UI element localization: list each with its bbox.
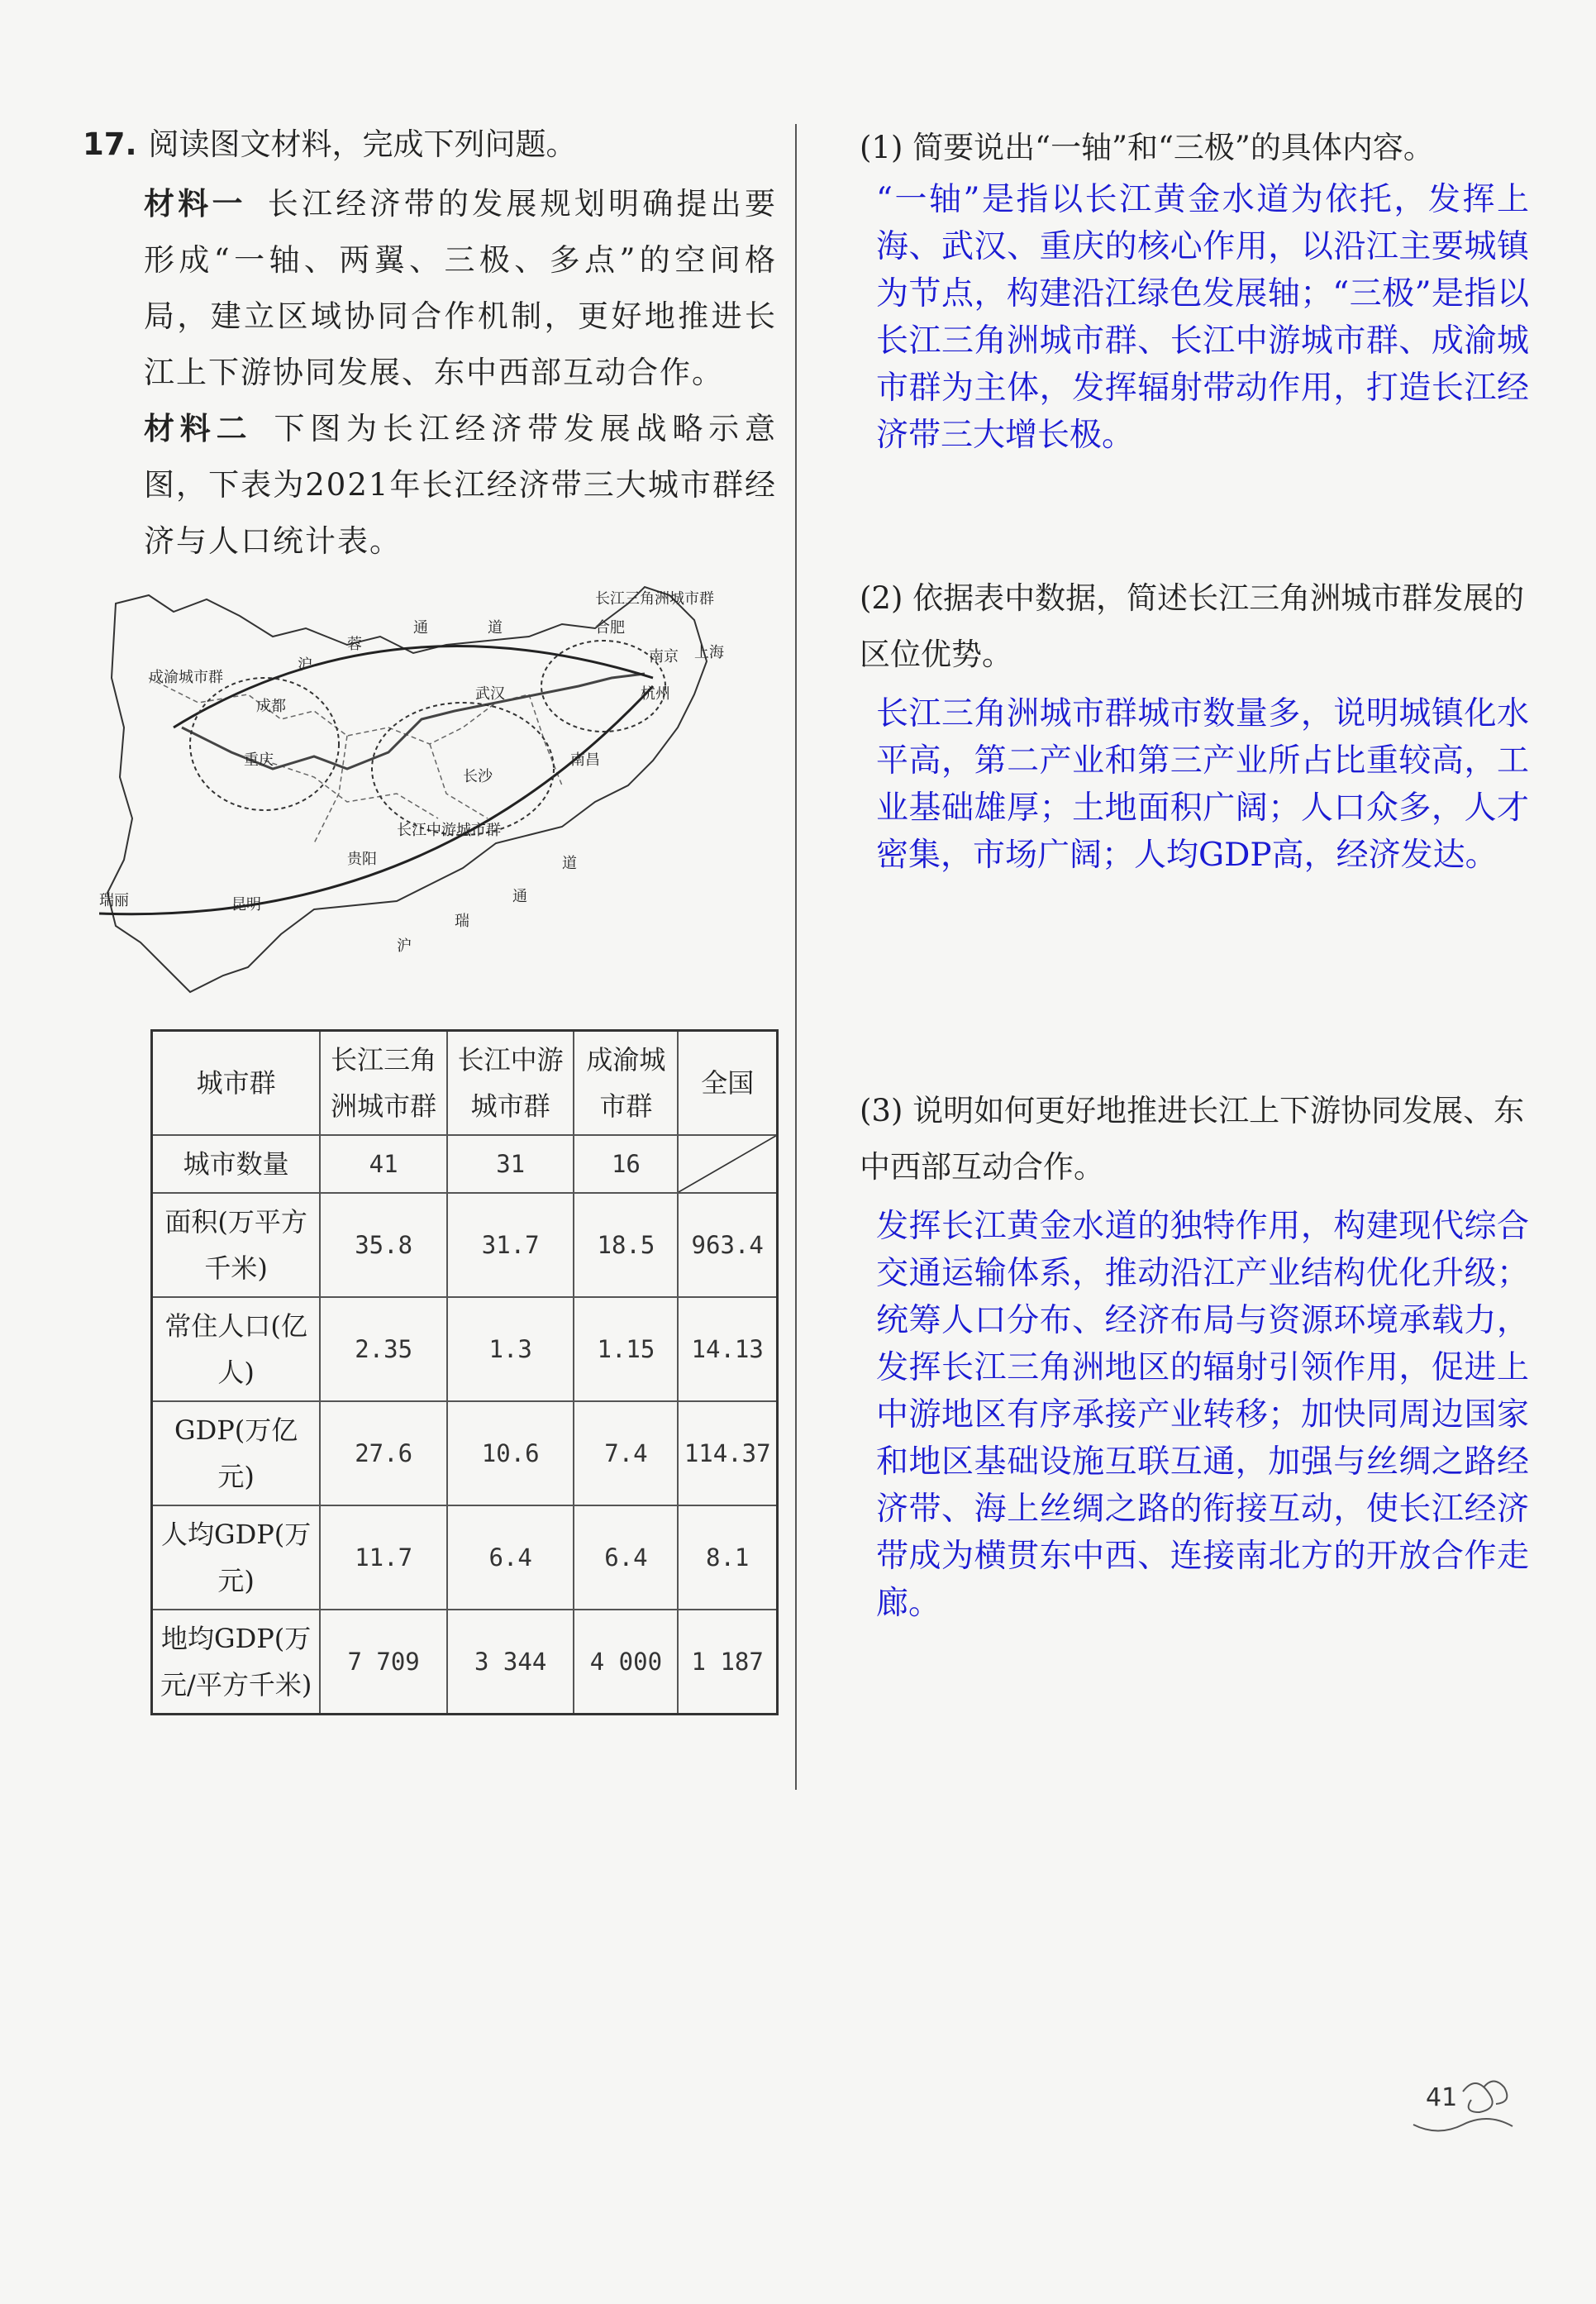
table-row (152, 1401, 778, 1505)
table-cell: 114.37 (678, 1401, 777, 1505)
question-prompt: 阅读图文材料，完成下列问题。 (148, 126, 577, 162)
road-1-a: 沪 (298, 656, 312, 674)
table-cell: 7 709 (320, 1610, 447, 1715)
city-kunming: 昆明 (231, 896, 261, 913)
label-chengyu: 成渝城市群 (149, 669, 223, 686)
road-1-b: 蓉 (347, 636, 362, 653)
row-label: 城市数量 (152, 1135, 321, 1193)
table-cell: 35.8 (320, 1193, 447, 1297)
table-row (152, 1505, 778, 1610)
city-wuhan: 武汉 (475, 685, 505, 703)
subquestion-2-label: (2) (860, 580, 903, 616)
cloud-ornament-icon (1405, 2067, 1521, 2141)
table-header-cell: 城市群 (152, 1031, 321, 1136)
table-cell: 31.7 (447, 1193, 574, 1297)
material-one-label: 材料一 (144, 186, 246, 222)
table-cell: 963.4 (678, 1193, 777, 1297)
road-1-d: 道 (488, 619, 503, 637)
table-cell: 6.4 (447, 1505, 574, 1610)
table-cell: 18.5 (574, 1193, 678, 1297)
material-one-text: 长江经济带的发展规划明确提出要形成“一轴、两翼、三极、多点”的空间格局，建立区域协同合作机制，更好地推进长江上下游协同发展、东中西部互动合作。 (144, 186, 778, 390)
row-label: 地均GDP(万元/平方千米) (152, 1610, 321, 1715)
table-row (152, 1297, 778, 1401)
table-cell: 6.4 (574, 1505, 678, 1610)
material-two (144, 401, 777, 570)
subquestion-1-text: 简要说出“一轴”和“三极”的具体内容。 (912, 130, 1434, 165)
question-number: 17. (83, 126, 137, 162)
table-cell: 4 000 (574, 1610, 678, 1715)
city-hefei: 合肥 (595, 619, 625, 637)
table-cell: 3 344 (447, 1610, 574, 1715)
page-number: 41 (1426, 2083, 1458, 2112)
label-yrd: 长江三角洲城市群 (595, 590, 714, 608)
table-cell: 41 (320, 1135, 447, 1193)
table-cell: 1 187 (678, 1610, 777, 1715)
question-header (83, 120, 777, 169)
row-label: GDP(万亿元) (152, 1401, 321, 1505)
row-label: 面积(万平方千米) (152, 1193, 321, 1297)
city-changsha: 长沙 (463, 768, 493, 785)
subquestion-3-text: 说明如何更好地推进长江上下游协同发展、东中西部互动合作。 (860, 1093, 1525, 1185)
city-nanjing: 南京 (649, 648, 679, 665)
table-row (152, 1135, 778, 1193)
table-header-cell: 长江中游城市群 (447, 1031, 574, 1136)
table-cell-empty (678, 1135, 777, 1193)
column-divider (795, 124, 797, 1790)
label-mid: 长江中游城市群 (397, 822, 501, 839)
road-1-c: 通 (413, 619, 428, 637)
material-one (144, 176, 777, 401)
road-2-a: 沪 (397, 937, 412, 955)
subquestion-2-text: 依据表中数据，简述长江三角洲城市群发展的区位优势。 (860, 580, 1525, 672)
answer-3: 发挥长江黄金水道的独特作用，构建现代综合交通运输体系，推动沿江产业结构优化升级；统筹人口分布、经济布局与资源环境承载力，发挥长江三角洲地区的辐射引领作用，促进上中游地区有序承接产业转移；加快同周边国家和地区基础设施互联互通，加强与丝绸之路经济带、海上丝绸之路的衔接互动，使长江经济带成为横贯东中西、连接南北方的开放合作走廊。 (876, 1208, 1529, 1622)
answer-1: “一轴”是指以长江黄金水道为依托，发挥上海、武汉、重庆的核心作用，以沿江主要城镇为节点，构建沿江绿色发展轴；“三极”是指以长江三角洲城市群、长江中游城市群、成渝城市群为主体，发挥辐射带动作用，打造长江经济带三大增长极。 (876, 181, 1529, 454)
table-cell: 1.3 (447, 1297, 574, 1401)
hurui-corridor (99, 686, 653, 914)
table-cell: 27.6 (320, 1401, 447, 1505)
subquestion-3 (860, 1083, 1537, 1195)
material-two-label: 材料二 (144, 411, 253, 446)
table-cell: 7.4 (574, 1401, 678, 1505)
road-2-d: 道 (562, 855, 577, 872)
table-cell: 16 (574, 1135, 678, 1193)
table-row (152, 1610, 778, 1715)
city-chongqing: 重庆 (244, 751, 274, 769)
city-hangzhou: 杭州 (641, 685, 670, 703)
city-chengdu: 成都 (256, 698, 286, 715)
table-cell: 11.7 (320, 1505, 447, 1610)
table-cell: 8.1 (678, 1505, 777, 1610)
table-header-row (152, 1031, 778, 1136)
table-cell: 10.6 (447, 1401, 574, 1505)
road-2-b: 瑞 (455, 913, 469, 930)
question-left-column (83, 120, 777, 570)
table-cell: 1.15 (574, 1297, 678, 1401)
table-cell: 31 (447, 1135, 574, 1193)
row-label: 常住人口(亿人) (152, 1297, 321, 1401)
subquestion-1-label: (1) (860, 130, 903, 165)
subquestion-1 (860, 120, 1537, 176)
row-label: 人均GDP(万元) (152, 1505, 321, 1610)
statistics-table (150, 1029, 779, 1715)
city-ruili: 瑞丽 (99, 892, 129, 909)
table-row (152, 1193, 778, 1297)
city-guiyang: 贵阳 (347, 851, 377, 868)
subquestion-3-label: (3) (860, 1093, 903, 1128)
table-header-cell: 全国 (678, 1031, 777, 1136)
table-cell: 14.13 (678, 1297, 777, 1401)
table-header-cell: 长江三角洲城市群 (320, 1031, 447, 1136)
table-header-cell: 成渝城市群 (574, 1031, 678, 1136)
material-two-text: 下图为长江经济带发展战略示意图，下表为2021年长江经济带三大城市群经济与人口统计表。 (144, 411, 777, 559)
table-cell: 2.35 (320, 1297, 447, 1401)
city-nanchang: 南昌 (570, 751, 600, 769)
subquestion-2 (860, 570, 1537, 683)
road-2-c: 通 (512, 888, 527, 905)
yangtze-economic-belt-map (99, 579, 793, 1009)
city-shanghai: 上海 (694, 644, 724, 661)
answer-2: 长江三角洲城市群城市数量多，说明城镇化水平高，第二产业和第三产业所占比重较高，工业基础雄厚；土地面积广阔；人口众多，人才密集，市场广阔；人均GDP高，经济发达。 (876, 695, 1529, 874)
